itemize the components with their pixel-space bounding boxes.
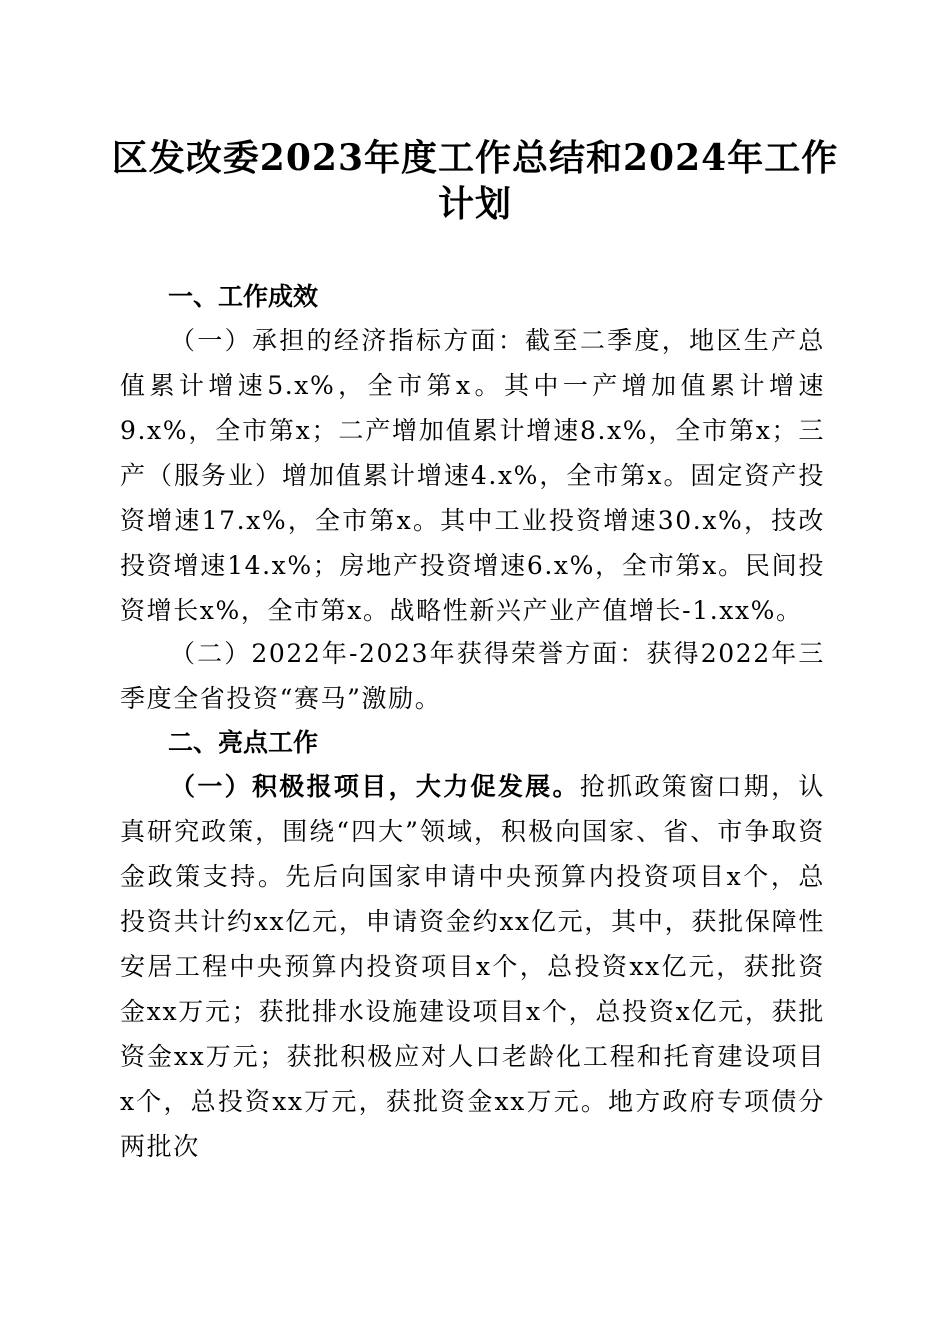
paragraph-body: 抢抓政策窗口期，认真研究政策，围绕“四大”领域，积极向国家、省、市争取资金政策支持。先后向国家申请中央预算内投资项目x个，总投资共计约xx亿元，申请资金约xx亿元，其中，获批保障性安居工程中央预算内投资项目x个，总投资xx亿元，获批资金xx万元；获批排水设施建设项目x个，总投资x亿元，获批资金xx万元；获批积极应对人口老龄化工程和托育建设项目x个，总投资xx万元，获批资金xx万元。地方政府专项债分两批次 [120, 772, 825, 1161]
section-heading-highlights: 二、亮点工作 [168, 728, 319, 757]
paragraph-lead: （一）积极报项目，大力促发展。 [170, 772, 580, 801]
paragraph-projects [120, 764, 825, 1169]
section-heading-achievements: 一、工作成效 [168, 282, 319, 311]
document-title: 区发改委2023年度工作总结和2024年工作计划 [111, 137, 839, 225]
paragraph-economic-indicators: （一）承担的经济指标方面：截至二季度，地区生产总值累计增速5.x%，全市第x。其中一产增加值累计增速9.x%，全市第x；二产增加值累计增速8.x%，全市第x；三产（服务业）增加值累计增速4.x%，全市第x。固定资产投资增速17.x%，全市第x。其中工业投资增速30.x%，技改投资增速14.x%；房地产投资增速6.x%，全市第x。民间投资增长x%，全市第x。战略性新兴产业产值增长-1.xx%。 [120, 326, 825, 625]
paragraph-honors: （二）2022年-2023年获得荣誉方面：获得2022年三季度全省投资“赛马”激励。 [120, 639, 825, 713]
